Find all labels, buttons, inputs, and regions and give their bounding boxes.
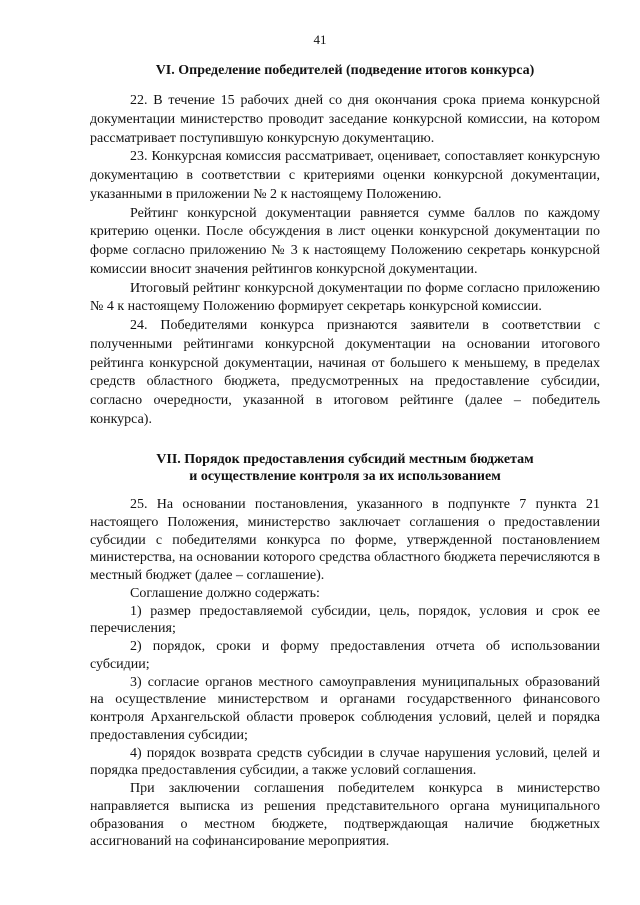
section-6-body [90,92,600,430]
section-7-body [90,496,600,851]
paragraph-24: 24. Победителями конкурса признаются заявители в соответствии с полученными рейтингами конкурсной документации на основании итогового рейтинга конкурсной документации, начиная от большего к меньшему, в пределах средств областного бюджета, предусмотренных на предоставление субсидии, согласно очередности, указанной в итоговом рейтинге (далее – победитель конкурса). [90,318,600,427]
section-6-heading: VI. Определение победителей (подведение итогов конкурса) [155,63,535,78]
paragraph-rating: Рейтинг конкурсной документации равняется сумме баллов по каждому критерию оценки. После обсуждения в лист оценки конкурсной документации по форме согласно приложению № 3 к настоящему Положению секретарь конкурсной комиссии вносит значения рейтингов конкурсной документации. [90,205,600,277]
page-number: 41 [313,32,327,47]
paragraph-conclusion: При заключении соглашения победителем конкурса в министерство направляется выписка из решения представительного органа муниципального образования о местном бюджете, подтверждающая наличие бюджетных ассигнований на софинансирование мероприятия. [90,781,600,850]
list-item-2: 2) порядок, сроки и форму предоставления отчета об использовании субсидии; [90,639,600,672]
section-7-heading-line-2: и осуществление контроля за их использованием [189,469,501,484]
section-7-heading-line-1: VII. Порядок предоставления субсидий местным бюджетам [156,452,534,467]
paragraph-25: 25. На основании постановления, указанного в подпункте 7 пункта 21 настоящего Положения, министерство заключает соглашения о предоставлении субсидии с победителями конкурса по форме, утвержденной постановлением министерства, на основании которого средства областного бюджета перечисляются в местный бюджет (далее – соглашение). [90,497,600,583]
list-item-1: 1) размер предоставляемой субсидии, цель, порядок, условия и срок ее перечисления; [90,603,600,637]
section-7-heading [90,451,600,485]
list-item-4: 4) порядок возврата средств субсидии в случае нарушения условий, целей и порядка предоставления субсидии, а также условий соглашения. [90,745,600,779]
paragraph-23: 23. Конкурсная комиссия рассматривает, оценивает, сопоставляет конкурсную документацию в соответствии с критериями оценки конкурсной документации, указанными в приложении № 2 к настоящему Положению. [90,149,600,202]
list-item-3: 3) согласие органов местного самоуправления муниципальных образований на осуществление министерством и органами государственного финансового контроля Архангельской области проверок соблюдения условий, целей и порядка предоставления субсидии; [90,674,600,743]
paragraph-agreement-contents: Соглашение должно содержать: [130,585,320,601]
paragraph-22: 22. В течение 15 рабочих дней со дня окончания срока приема конкурсной документации министерство проводит заседание конкурсной комиссии, на котором рассматривает поступившую конкурсную документацию. [90,93,600,146]
paragraph-final-rating: Итоговый рейтинг конкурсной документации по форме согласно приложению № 4 к настоящему Положению формирует секретарь конкурсной комиссии. [90,280,600,315]
